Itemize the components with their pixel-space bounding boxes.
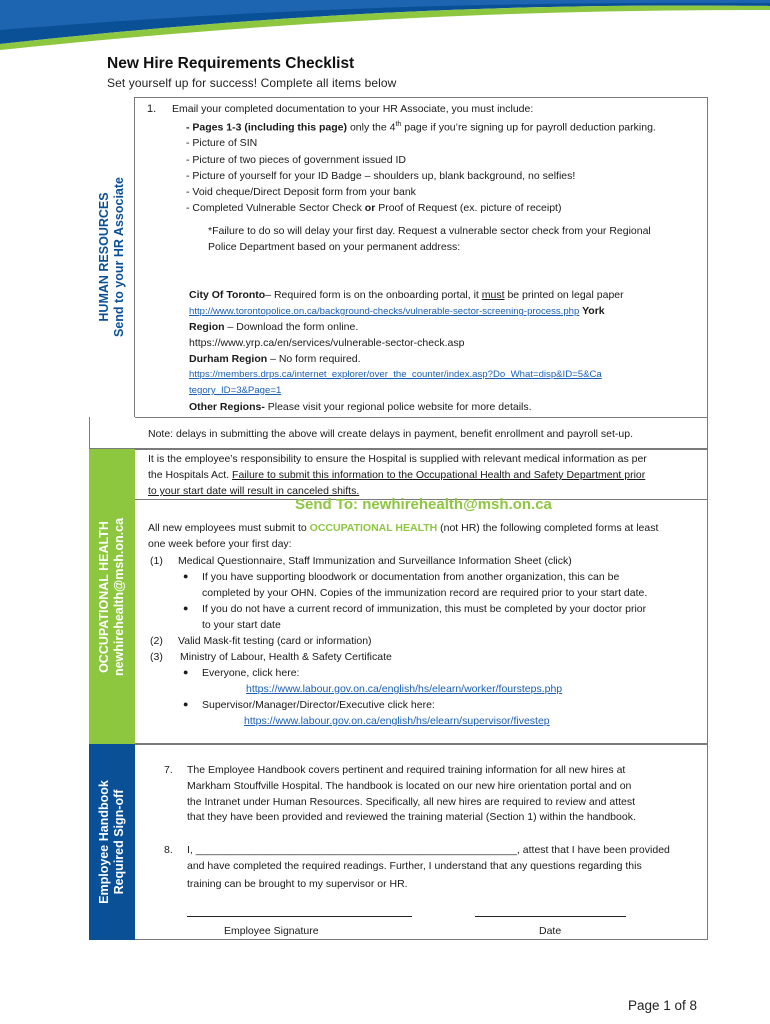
bullet-icon: ● [183,699,189,709]
hr-vuln-line [186,201,561,215]
eh-item7-line: Markham Stouffville Hospital. The handbook is located on our new hire orientation portal and on [187,780,632,792]
eh-item7-line: The Employee Handbook covers pertinent and required training information for all new hires at [187,764,626,776]
page-number: Page 1 of 8 [628,998,698,1013]
hr-divider [135,417,707,418]
york-text: – Download the form online. [224,321,359,333]
eh-item7-line: the Intranet under Human Resources. Specifically, all new hires are required to review and attest [187,796,636,808]
york-label2: Region [189,321,225,333]
hr-side-title: HUMAN RESOURCES [96,192,111,322]
toronto-line [189,288,624,302]
eh-item7-num: 7. [164,764,173,776]
bullet-icon: ● [183,667,189,677]
oh-must-a: All new employees must submit to [148,522,310,534]
hr-side-subtitle: Send to your HR Associate [111,177,126,337]
oh-item1-num: (1) [150,555,163,567]
hr-list-item: - Picture of SIN [186,137,258,149]
oh-b3-text: Everyone, click here: [202,667,300,679]
oh-must-line [148,521,658,535]
oh-must-b: (not HR) the following completed forms at least [437,522,659,534]
oh-item3-text: Ministry of Labour, Health & Safety Certificate [180,651,392,663]
other-regions-line [189,400,532,414]
eh-side-title: Employee Handbook [97,780,112,904]
eh-item8-num: 8. [164,844,173,856]
hr-vuln-a: - Completed Vulnerable Sector Check [186,202,365,214]
hr-pages-bold: - Pages 1-3 (including this page) [186,121,348,134]
eh-item8-line3: training can be brought to my supervisor or HR. [187,878,408,890]
oh-item2-num: (2) [150,635,163,647]
bullet-icon: ● [183,603,189,613]
oh-resp-line3: to your start date will result in canceled shifts. [148,485,360,497]
other-label: Other Regions- [189,401,265,413]
oh-must-oh: OCCUPATIONAL HEALTH [309,522,438,534]
durham-label: Durham Region [189,353,268,365]
oh-b2-line1: If you do not have a current record of immunization, this must be completed by your doctor prior [202,603,647,615]
hr-list-item: - Picture of yourself for your ID Badge – shoulders up, blank background, no selfies! [186,170,576,182]
mol-supervisor-link[interactable]: https://www.labour.gov.on.ca/english/hs/elearn/supervisor/fivestep [244,715,550,727]
hr-item1-intro: Email your completed documentation to your HR Associate, you must include: [172,103,534,115]
hr-list-item: - Picture of two pieces of government issued ID [186,154,407,166]
oh-b1-line2: completed by your OHN. Copies of the immunization record are required prior to your start date. [202,587,648,599]
durham-police-link[interactable]: https://members.drps.ca/internet_explorer/over_the_counter/index.asp?Do_What=disp&ID=5&Ca [189,369,602,380]
hr-pages-rest-a: only the 4 [347,121,396,134]
oh-item3-num: (3) [150,651,163,663]
hr-item1-number: 1. [147,103,157,115]
oh-side-email: newhirehealth@msh.on.ca [112,517,126,676]
oh-resp-line1: It is the employee’s responsibility to ensure the Hospital is supplied with relevant medical information as per [148,453,647,465]
date-label: Date [539,925,562,937]
oh-item1-text: Medical Questionnaire, Staff Immunization and Surveillance Information Sheet (click) [178,555,572,567]
oh-resp-line2 [148,468,645,482]
oh-b4-text: Supervisor/Manager/Director/Executive click here: [202,699,435,711]
durham-text: – No form required. [267,353,361,365]
eh-item8-line1: I, _______________________________________________________, attest that I have been provided [187,844,670,856]
toronto-police-link[interactable]: http://www.torontopolice.on.ca/background-checks/vulnerable-sector-screening-process.php [189,306,580,317]
oh-must-line2: one week before your first day: [148,538,292,550]
page-subtitle: Set yourself up for success! Complete all items below [107,76,397,90]
durham-line [189,352,361,366]
york-police-link[interactable]: https://www.yrp.ca/en/services/vulnerable-sector-check.asp [189,337,465,349]
eh-side-subtitle: Required Sign-off [112,789,127,895]
hr-pages-line [186,118,656,135]
eh-item8-line2: and have completed the required readings. Further, I understand that any questions regarding this [187,860,642,872]
durham-police-link-cont[interactable]: tegory_ID=3&Page=1 [189,385,282,396]
york-label1: York [579,305,605,317]
oh-item2-text: Valid Mask-fit testing (card or information) [178,635,372,647]
york-line [189,320,358,334]
oh-send-to: Send To: newhirehealth@msh.on.ca [295,496,552,513]
toronto-text-b: be printed on legal paper [504,289,624,301]
oh-resp-line2b: Failure to submit this information to the Occupational Health and Safety Department prior [232,469,646,481]
hr-pages-rest-b: page if you’re signing up for payroll deduction parking. [401,121,656,134]
toronto-text-a: – Required form is on the onboarding portal, it [265,289,482,301]
hr-failure-line2: Police Department based on your permanent address: [208,241,461,253]
hr-section-frame [89,97,708,449]
hr-vuln-or: or [364,202,376,214]
oh-b1-line1: If you have supporting bloodwork or documentation from another organization, this can be [202,571,620,583]
page-title: New Hire Requirements Checklist [107,55,355,72]
hr-note: Note: delays in submitting the above will create delays in payment, benefit enrollment and payroll set-up. [148,428,634,440]
hr-pages-sup: th [395,121,402,128]
oh-side-title: OCCUPATIONAL HEALTH [97,520,111,673]
oh-resp-line2a: the Hospitals Act. [148,469,233,481]
header-swoosh [0,0,770,60]
hr-failure-line1: *Failure to do so will delay your first day. Request a vulnerable sector check from your Regional [208,225,651,237]
eh-item7-line: that they have been provided and reviewed the training material (Section 1) within the handbook. [187,811,636,823]
eh-side-label [89,744,135,940]
bullet-icon: ● [183,571,189,581]
hr-list-item: - Void cheque/Direct Deposit form from your bank [186,186,416,198]
toronto-must: must [481,289,505,301]
date-line[interactable] [475,916,626,917]
other-text: Please visit your regional police website for more details. [264,401,532,413]
signature-label: Employee Signature [224,925,319,937]
hr-side-label [89,97,135,417]
toronto-url-line [189,304,605,319]
oh-side-label [89,449,135,744]
signature-line[interactable] [187,916,412,917]
toronto-label: City Of Toronto [189,289,266,301]
mol-worker-link[interactable]: https://www.labour.gov.on.ca/english/hs/elearn/worker/foursteps.php [246,683,563,695]
hr-vuln-b: Proof of Request (ex. picture of receipt) [375,202,562,214]
oh-b2-line2: to your start date [202,619,281,631]
